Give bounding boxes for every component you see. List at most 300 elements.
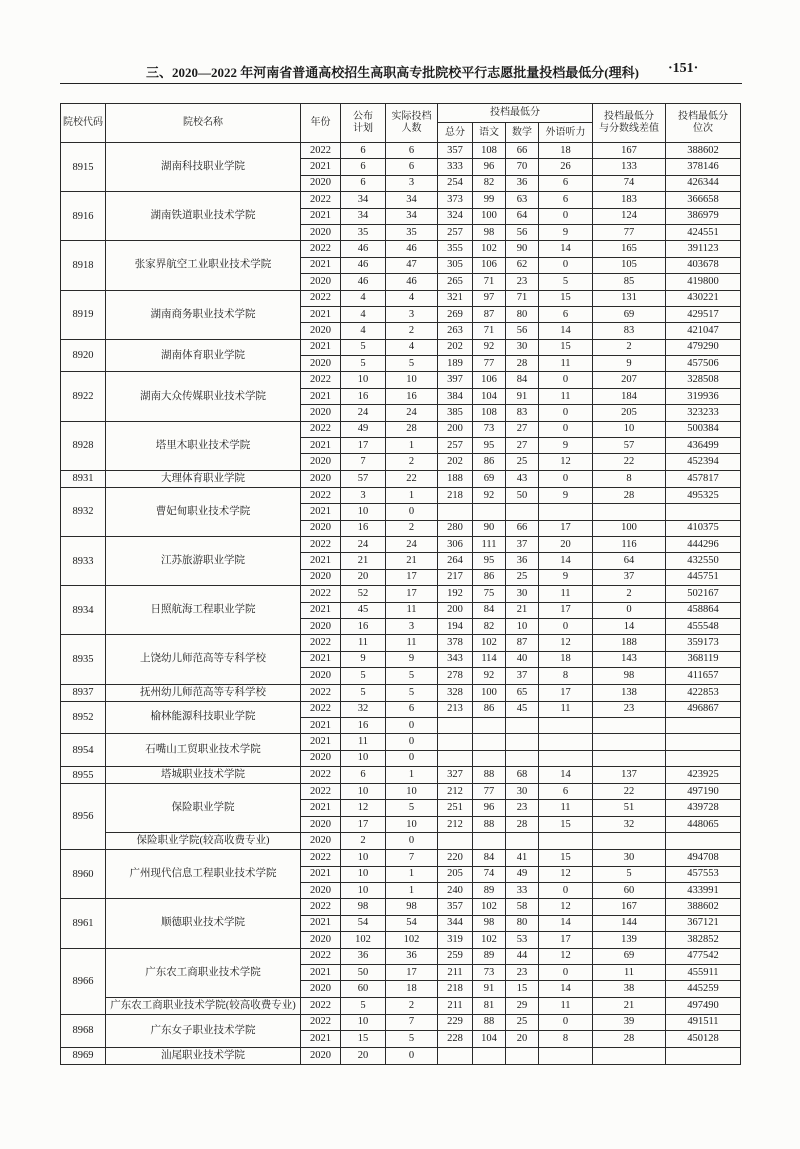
chinese-score-cell: 106 — [473, 372, 506, 388]
math-score-cell: 30 — [506, 586, 539, 602]
score-diff-cell: 116 — [593, 536, 666, 552]
header-name: 院校名称 — [106, 104, 301, 143]
score-diff-cell: 144 — [593, 915, 666, 931]
score-diff-cell: 22 — [593, 454, 666, 470]
plan-cell: 21 — [341, 553, 386, 569]
rank-cell: 458864 — [666, 602, 741, 618]
year-cell: 2020 — [301, 454, 341, 470]
admitted-cell: 10 — [386, 784, 438, 800]
header-diff-line1: 投档最低分 — [604, 111, 654, 122]
admitted-cell: 22 — [386, 470, 438, 487]
admitted-cell: 18 — [386, 981, 438, 997]
page-number: ·151· — [668, 61, 699, 76]
table-row — [61, 734, 741, 750]
total-score-cell: 397 — [438, 372, 473, 388]
year-cell: 2020 — [301, 750, 341, 766]
rank-cell: 455548 — [666, 618, 741, 634]
score-diff-cell — [593, 1047, 666, 1064]
school-code-cell: 8928 — [61, 421, 106, 470]
total-score-cell: 327 — [438, 767, 473, 784]
admitted-cell: 2 — [386, 454, 438, 470]
score-diff-cell: 131 — [593, 290, 666, 306]
total-score-cell: 321 — [438, 290, 473, 306]
admission-score-table — [60, 103, 741, 1065]
table-row — [61, 536, 741, 552]
total-score-cell: 229 — [438, 1014, 473, 1030]
plan-cell: 20 — [341, 1047, 386, 1064]
math-score-cell: 25 — [506, 454, 539, 470]
chinese-score-cell: 106 — [473, 257, 506, 273]
rank-cell: 429517 — [666, 306, 741, 322]
chinese-score-cell — [473, 717, 506, 733]
foreign-listening-cell: 12 — [539, 454, 593, 470]
total-score-cell: 200 — [438, 602, 473, 618]
school-name-cell: 广州现代信息工程职业技术学院 — [106, 850, 301, 899]
plan-cell: 57 — [341, 470, 386, 487]
year-cell: 2021 — [301, 866, 341, 882]
chinese-score-cell: 73 — [473, 964, 506, 980]
score-diff-cell: 77 — [593, 224, 666, 240]
school-code-cell: 8931 — [61, 470, 106, 487]
foreign-listening-cell: 12 — [539, 899, 593, 915]
math-score-cell — [506, 1047, 539, 1064]
admitted-cell: 2 — [386, 520, 438, 536]
admitted-cell: 4 — [386, 290, 438, 306]
school-code-cell: 8935 — [61, 635, 106, 684]
plan-cell: 6 — [341, 175, 386, 191]
score-diff-cell: 10 — [593, 421, 666, 437]
header-math: 数学 — [506, 123, 539, 143]
year-cell: 2021 — [301, 553, 341, 569]
year-cell: 2022 — [301, 1014, 341, 1030]
plan-cell: 46 — [341, 241, 386, 257]
chinese-score-cell: 104 — [473, 388, 506, 404]
math-score-cell: 36 — [506, 175, 539, 191]
foreign-listening-cell: 9 — [539, 487, 593, 503]
chinese-score-cell — [473, 734, 506, 750]
foreign-listening-cell: 6 — [539, 784, 593, 800]
admitted-cell: 16 — [386, 388, 438, 404]
admitted-cell: 10 — [386, 372, 438, 388]
foreign-listening-cell: 6 — [539, 192, 593, 208]
plan-cell: 11 — [341, 635, 386, 651]
year-cell: 2022 — [301, 784, 341, 800]
plan-cell: 5 — [341, 356, 386, 372]
chinese-score-cell: 102 — [473, 932, 506, 948]
admitted-cell: 6 — [386, 701, 438, 717]
math-score-cell: 36 — [506, 553, 539, 569]
total-score-cell: 251 — [438, 800, 473, 816]
total-score-cell: 373 — [438, 192, 473, 208]
admitted-cell: 3 — [386, 175, 438, 191]
year-cell: 2021 — [301, 915, 341, 931]
score-diff-cell: 28 — [593, 1031, 666, 1047]
rank-cell: 444296 — [666, 536, 741, 552]
admitted-cell: 34 — [386, 208, 438, 224]
chinese-score-cell: 97 — [473, 290, 506, 306]
admitted-cell: 0 — [386, 750, 438, 766]
foreign-listening-cell: 0 — [539, 257, 593, 273]
math-score-cell: 84 — [506, 372, 539, 388]
math-score-cell: 58 — [506, 899, 539, 915]
total-score-cell: 240 — [438, 883, 473, 899]
year-cell: 2022 — [301, 997, 341, 1014]
rank-cell: 323233 — [666, 405, 741, 421]
admitted-cell: 46 — [386, 274, 438, 290]
rank-cell: 410375 — [666, 520, 741, 536]
total-score-cell: 265 — [438, 274, 473, 290]
plan-cell: 34 — [341, 192, 386, 208]
school-name-cell: 保险职业学院(较高收费专业) — [106, 833, 301, 850]
score-diff-cell: 139 — [593, 932, 666, 948]
chinese-score-cell: 74 — [473, 866, 506, 882]
rank-cell: 494708 — [666, 850, 741, 866]
foreign-listening-cell — [539, 750, 593, 766]
total-score-cell: 202 — [438, 454, 473, 470]
total-score-cell: 333 — [438, 159, 473, 175]
year-cell: 2020 — [301, 356, 341, 372]
rank-cell: 424551 — [666, 224, 741, 240]
foreign-listening-cell: 14 — [539, 981, 593, 997]
total-score-cell: 211 — [438, 964, 473, 980]
total-score-cell: 385 — [438, 405, 473, 421]
rank-cell: 497190 — [666, 784, 741, 800]
foreign-listening-cell: 15 — [539, 816, 593, 832]
admitted-cell: 24 — [386, 405, 438, 421]
chinese-score-cell: 89 — [473, 948, 506, 964]
school-name-cell: 广东农工商职业技术学院(较高收费专业) — [106, 997, 301, 1014]
year-cell: 2022 — [301, 701, 341, 717]
school-name-cell: 广东农工商职业技术学院 — [106, 948, 301, 997]
math-score-cell: 56 — [506, 323, 539, 339]
math-score-cell: 66 — [506, 143, 539, 159]
rank-cell: 457817 — [666, 470, 741, 487]
score-diff-cell: 37 — [593, 569, 666, 585]
score-diff-cell: 38 — [593, 981, 666, 997]
math-score-cell: 43 — [506, 470, 539, 487]
plan-cell: 45 — [341, 602, 386, 618]
rank-cell: 378146 — [666, 159, 741, 175]
admitted-cell: 2 — [386, 997, 438, 1014]
plan-cell: 6 — [341, 767, 386, 784]
score-diff-cell: 23 — [593, 701, 666, 717]
chinese-score-cell: 102 — [473, 241, 506, 257]
math-score-cell: 68 — [506, 767, 539, 784]
math-score-cell: 64 — [506, 208, 539, 224]
total-score-cell: 212 — [438, 784, 473, 800]
foreign-listening-cell: 18 — [539, 651, 593, 667]
score-diff-cell: 64 — [593, 553, 666, 569]
school-code-cell: 8916 — [61, 192, 106, 241]
rank-cell: 479290 — [666, 339, 741, 355]
score-diff-cell: 21 — [593, 997, 666, 1014]
total-score-cell: 263 — [438, 323, 473, 339]
rank-cell — [666, 717, 741, 733]
score-diff-cell: 105 — [593, 257, 666, 273]
admitted-cell: 7 — [386, 1014, 438, 1030]
chinese-score-cell: 89 — [473, 883, 506, 899]
year-cell: 2020 — [301, 405, 341, 421]
score-diff-cell: 137 — [593, 767, 666, 784]
score-diff-cell: 11 — [593, 964, 666, 980]
foreign-listening-cell: 0 — [539, 964, 593, 980]
score-diff-cell: 183 — [593, 192, 666, 208]
total-score-cell: 213 — [438, 701, 473, 717]
admitted-cell: 1 — [386, 487, 438, 503]
plan-cell: 49 — [341, 421, 386, 437]
foreign-listening-cell: 0 — [539, 1014, 593, 1030]
plan-cell: 15 — [341, 1031, 386, 1047]
header-min-score: 投档最低分 — [438, 104, 593, 123]
score-diff-cell: 98 — [593, 668, 666, 684]
total-score-cell — [438, 750, 473, 766]
score-diff-cell: 51 — [593, 800, 666, 816]
foreign-listening-cell: 0 — [539, 883, 593, 899]
score-diff-cell: 138 — [593, 684, 666, 701]
admitted-cell: 1 — [386, 866, 438, 882]
table-row — [61, 470, 741, 487]
foreign-listening-cell: 9 — [539, 438, 593, 454]
score-diff-cell: 207 — [593, 372, 666, 388]
math-score-cell: 70 — [506, 159, 539, 175]
math-score-cell: 56 — [506, 224, 539, 240]
foreign-listening-cell: 8 — [539, 1031, 593, 1047]
rank-cell: 367121 — [666, 915, 741, 931]
table-header — [61, 104, 741, 143]
school-name-cell: 上饶幼儿师范高等专科学校 — [106, 635, 301, 684]
plan-cell: 16 — [341, 717, 386, 733]
foreign-listening-cell: 14 — [539, 553, 593, 569]
foreign-listening-cell: 0 — [539, 208, 593, 224]
admitted-cell: 5 — [386, 668, 438, 684]
total-score-cell: 228 — [438, 1031, 473, 1047]
school-code-cell: 8960 — [61, 850, 106, 899]
school-code-cell: 8919 — [61, 290, 106, 339]
table-row — [61, 192, 741, 208]
total-score-cell — [438, 833, 473, 850]
admitted-cell: 6 — [386, 143, 438, 159]
year-cell: 2022 — [301, 536, 341, 552]
score-diff-cell: 133 — [593, 159, 666, 175]
school-code-cell: 8969 — [61, 1047, 106, 1064]
chinese-score-cell: 73 — [473, 421, 506, 437]
score-diff-cell: 69 — [593, 948, 666, 964]
admitted-cell: 3 — [386, 618, 438, 634]
admitted-cell: 54 — [386, 915, 438, 931]
total-score-cell: 218 — [438, 981, 473, 997]
math-score-cell — [506, 734, 539, 750]
plan-cell: 3 — [341, 487, 386, 503]
admitted-cell: 7 — [386, 850, 438, 866]
table-row — [61, 487, 741, 503]
foreign-listening-cell: 15 — [539, 850, 593, 866]
foreign-listening-cell: 6 — [539, 306, 593, 322]
school-code-cell: 8933 — [61, 536, 106, 585]
rank-cell: 386979 — [666, 208, 741, 224]
admitted-cell: 0 — [386, 833, 438, 850]
total-score-cell: 305 — [438, 257, 473, 273]
chinese-score-cell: 95 — [473, 553, 506, 569]
header-total: 总分 — [438, 123, 473, 143]
plan-cell: 50 — [341, 964, 386, 980]
total-score-cell: 343 — [438, 651, 473, 667]
year-cell: 2022 — [301, 899, 341, 915]
header-rule — [60, 83, 742, 84]
admitted-cell: 0 — [386, 717, 438, 733]
rank-cell: 382852 — [666, 932, 741, 948]
total-score-cell: 217 — [438, 569, 473, 585]
year-cell: 2022 — [301, 192, 341, 208]
year-cell: 2022 — [301, 948, 341, 964]
year-cell: 2022 — [301, 850, 341, 866]
year-cell: 2020 — [301, 569, 341, 585]
table-row — [61, 372, 741, 388]
foreign-listening-cell — [539, 734, 593, 750]
chinese-score-cell: 88 — [473, 816, 506, 832]
chinese-score-cell: 102 — [473, 899, 506, 915]
chinese-score-cell: 95 — [473, 438, 506, 454]
rank-cell — [666, 833, 741, 850]
score-diff-cell: 0 — [593, 602, 666, 618]
math-score-cell: 23 — [506, 274, 539, 290]
chinese-score-cell: 111 — [473, 536, 506, 552]
math-score-cell: 30 — [506, 339, 539, 355]
table-row — [61, 784, 741, 800]
year-cell: 2020 — [301, 618, 341, 634]
math-score-cell: 41 — [506, 850, 539, 866]
table-row — [61, 143, 741, 159]
rank-cell: 436499 — [666, 438, 741, 454]
table-row — [61, 635, 741, 651]
rank-cell — [666, 734, 741, 750]
rank-cell: 455911 — [666, 964, 741, 980]
table-row — [61, 850, 741, 866]
rank-cell: 368119 — [666, 651, 741, 667]
rank-cell: 359173 — [666, 635, 741, 651]
total-score-cell: 189 — [438, 356, 473, 372]
school-name-cell: 塔城职业技术学院 — [106, 767, 301, 784]
math-score-cell: 27 — [506, 438, 539, 454]
rank-cell: 421047 — [666, 323, 741, 339]
foreign-listening-cell: 14 — [539, 767, 593, 784]
chinese-score-cell: 77 — [473, 356, 506, 372]
year-cell: 2021 — [301, 208, 341, 224]
rank-cell: 497490 — [666, 997, 741, 1014]
school-code-cell: 8934 — [61, 586, 106, 635]
rank-cell: 502167 — [666, 586, 741, 602]
foreign-listening-cell: 9 — [539, 569, 593, 585]
year-cell: 2021 — [301, 734, 341, 750]
chinese-score-cell: 91 — [473, 981, 506, 997]
total-score-cell: 205 — [438, 866, 473, 882]
year-cell: 2020 — [301, 816, 341, 832]
plan-cell: 16 — [341, 520, 386, 536]
rank-cell: 391123 — [666, 241, 741, 257]
plan-cell: 36 — [341, 948, 386, 964]
rank-cell: 432550 — [666, 553, 741, 569]
year-cell: 2021 — [301, 602, 341, 618]
school-name-cell: 大理体育职业学院 — [106, 470, 301, 487]
admitted-cell: 9 — [386, 651, 438, 667]
header-rank — [666, 104, 741, 143]
plan-cell: 4 — [341, 306, 386, 322]
total-score-cell: 218 — [438, 487, 473, 503]
foreign-listening-cell: 0 — [539, 618, 593, 634]
total-score-cell: 280 — [438, 520, 473, 536]
chinese-score-cell — [473, 833, 506, 850]
math-score-cell: 20 — [506, 1031, 539, 1047]
admitted-cell: 46 — [386, 241, 438, 257]
total-score-cell: 278 — [438, 668, 473, 684]
header-plan-line1: 公布 — [353, 111, 373, 122]
chinese-score-cell: 92 — [473, 668, 506, 684]
rank-cell: 433991 — [666, 883, 741, 899]
score-diff-cell: 22 — [593, 784, 666, 800]
chinese-score-cell: 71 — [473, 323, 506, 339]
score-diff-cell: 74 — [593, 175, 666, 191]
math-score-cell: 53 — [506, 932, 539, 948]
school-name-cell: 广东女子职业技术学院 — [106, 1014, 301, 1047]
admitted-cell: 17 — [386, 569, 438, 585]
rank-cell: 366658 — [666, 192, 741, 208]
chinese-score-cell: 86 — [473, 701, 506, 717]
score-diff-cell: 184 — [593, 388, 666, 404]
rank-cell: 445259 — [666, 981, 741, 997]
chinese-score-cell: 96 — [473, 800, 506, 816]
year-cell: 2021 — [301, 964, 341, 980]
school-code-cell: 8968 — [61, 1014, 106, 1047]
school-name-cell: 保险职业学院 — [106, 784, 301, 833]
foreign-listening-cell: 12 — [539, 866, 593, 882]
plan-cell: 4 — [341, 290, 386, 306]
header-admitted-line1: 实际投档 — [391, 111, 432, 122]
math-score-cell: 21 — [506, 602, 539, 618]
foreign-listening-cell: 5 — [539, 274, 593, 290]
score-diff-cell — [593, 504, 666, 520]
chinese-score-cell: 98 — [473, 224, 506, 240]
plan-cell: 2 — [341, 833, 386, 850]
year-cell: 2021 — [301, 388, 341, 404]
foreign-listening-cell: 11 — [539, 388, 593, 404]
table-row — [61, 290, 741, 306]
school-name-cell: 塔里木职业技术学院 — [106, 421, 301, 470]
foreign-listening-cell: 17 — [539, 932, 593, 948]
total-score-cell: 269 — [438, 306, 473, 322]
score-diff-cell: 85 — [593, 274, 666, 290]
total-score-cell: 357 — [438, 899, 473, 915]
rank-cell: 477542 — [666, 948, 741, 964]
rank-cell: 319936 — [666, 388, 741, 404]
year-cell: 2020 — [301, 883, 341, 899]
score-diff-cell — [593, 717, 666, 733]
plan-cell: 16 — [341, 618, 386, 634]
total-score-cell — [438, 734, 473, 750]
math-score-cell: 27 — [506, 421, 539, 437]
total-score-cell: 344 — [438, 915, 473, 931]
admitted-cell: 17 — [386, 586, 438, 602]
plan-cell: 52 — [341, 586, 386, 602]
year-cell: 2022 — [301, 372, 341, 388]
score-diff-cell: 100 — [593, 520, 666, 536]
score-diff-cell: 5 — [593, 866, 666, 882]
chinese-score-cell: 100 — [473, 684, 506, 701]
table-body — [61, 143, 741, 1065]
header-diff — [593, 104, 666, 143]
math-score-cell: 23 — [506, 800, 539, 816]
admitted-cell: 24 — [386, 536, 438, 552]
table-row — [61, 767, 741, 784]
foreign-listening-cell — [539, 717, 593, 733]
